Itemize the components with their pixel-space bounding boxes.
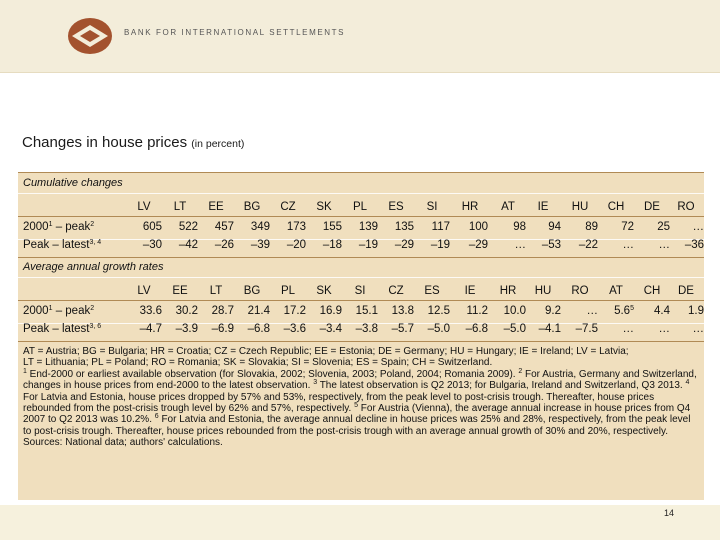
table-cell: –3.9 xyxy=(175,323,198,335)
table-cell: 173 xyxy=(286,221,306,233)
column-header-si: SI xyxy=(354,285,366,297)
column-header-hr: HR xyxy=(461,201,479,213)
table-cell: –3.6 xyxy=(283,323,306,335)
table-cell: 28.7 xyxy=(211,305,234,317)
sources-line: Sources: National data; authors' calculations. xyxy=(23,437,223,449)
table-cell: –42 xyxy=(178,239,198,251)
column-header-hu: HU xyxy=(534,285,552,297)
column-header-sk: SK xyxy=(316,201,332,213)
title-subtitle: (in percent) xyxy=(191,138,245,150)
table-cell: –6.8 xyxy=(247,323,270,335)
section-label-growth: Average annual growth rates xyxy=(23,261,164,273)
column-header-lt: LT xyxy=(173,201,187,213)
table-cell: 21.4 xyxy=(247,305,270,317)
column-header-ie: IE xyxy=(537,201,549,213)
table-cell: 13.8 xyxy=(391,305,414,317)
table-cell: –4.1 xyxy=(538,323,561,335)
table-cell: … xyxy=(514,239,526,251)
table-top-rule xyxy=(18,172,704,173)
header-bar xyxy=(0,0,720,72)
table-cell: –3.8 xyxy=(355,323,378,335)
table-cell: 98 xyxy=(513,221,526,233)
footnote-mark: 2 xyxy=(518,367,523,375)
table-cell: –5.7 xyxy=(391,323,414,335)
column-header-es: ES xyxy=(424,285,440,297)
row-divider xyxy=(18,193,704,194)
table-cell: 4.4 xyxy=(654,305,670,317)
table-cell: 9.2 xyxy=(545,305,561,317)
table1-bottom-rule xyxy=(18,257,704,258)
table-cell: 12.5 xyxy=(427,305,450,317)
table-cell: 16.9 xyxy=(319,305,342,317)
table-cell: –3.4 xyxy=(319,323,342,335)
table-cell: $5.6^5$ xyxy=(614,305,634,317)
table-cell: 1.9 xyxy=(688,305,704,317)
table-cell: –18 xyxy=(322,239,342,251)
footnote-2: For Austria, Germany and Switzerland, changes in house prices from end-2000 to the latest observation. xyxy=(23,368,697,392)
table-cell: … xyxy=(692,323,704,335)
table-cell: 155 xyxy=(322,221,342,233)
table-cell: –29 xyxy=(468,239,488,251)
section-label-cumulative: Cumulative changes xyxy=(23,177,123,189)
table-cell: 94 xyxy=(548,221,561,233)
column-header-ro: RO xyxy=(677,201,695,213)
table-cell: … xyxy=(658,323,670,335)
table-cell: … xyxy=(622,323,634,335)
data-table-panel xyxy=(18,172,704,500)
footnote-1: End-2000 or earliest available observation (for Slovakia, 2002; Slovenia, 2003; Poland, 2004; Romania 2009). xyxy=(26,368,519,380)
table-cell: 30.2 xyxy=(175,305,198,317)
title-main: Changes in house prices xyxy=(22,134,188,151)
table-cell: –4.7 xyxy=(139,323,162,335)
table-cell: … xyxy=(658,239,670,251)
table-cell: … xyxy=(622,239,634,251)
footnote-5: For Austria (Vienna), the average annual increase in house prices from Q4 2007 to Q2 2013 was 10.2%. xyxy=(23,403,691,426)
table-cell: –30 xyxy=(142,239,162,251)
table-cell: 457 xyxy=(214,221,234,233)
table-cell: –6.9 xyxy=(211,323,234,335)
table-cell: 117 xyxy=(431,221,450,233)
bis-logo xyxy=(66,16,114,56)
row-label: 2000$^1$ – peak$^2$ xyxy=(23,221,95,233)
column-header-ie: IE xyxy=(464,285,476,297)
column-header-pl: PL xyxy=(352,201,368,213)
table-cell: 522 xyxy=(178,221,198,233)
row-label: 2000$^1$ – peak$^2$ xyxy=(23,305,95,317)
table-cell: –5.0 xyxy=(427,323,450,335)
column-header-lt: LT xyxy=(209,285,223,297)
table2-header-rule xyxy=(18,300,704,301)
column-header-cz: CZ xyxy=(280,201,296,213)
column-header-lv: LV xyxy=(137,201,151,213)
table-cell: –20 xyxy=(286,239,306,251)
organization-name: BANK FOR INTERNATIONAL SETTLEMENTS xyxy=(124,28,346,37)
table-cell: –36 xyxy=(684,239,704,251)
column-header-bg: BG xyxy=(243,285,261,297)
column-header-es: ES xyxy=(388,201,404,213)
table-cell: 15.1 xyxy=(355,305,378,317)
table-notes xyxy=(23,346,701,449)
table-cell: 33.6 xyxy=(139,305,162,317)
footnote-mark: 4 xyxy=(685,379,690,387)
column-header-pl: PL xyxy=(280,285,296,297)
footnote-6: For Latvia and Estonia, the average annual decline in house prices was 25% and 28%, respectively, from the peak level to post-crisis trough. Thereafter, house prices rebounded from the post-crisis trough with an average annual growth of 30% and 20%, respectively. xyxy=(23,414,691,437)
footnote-mark: 6 xyxy=(154,413,159,421)
table-cell: –29 xyxy=(394,239,414,251)
footnote-3: The latest observation is Q2 2013; for Bulgaria, Ireland and Switzerland, Q3 2013. xyxy=(317,380,686,392)
column-header-de: DE xyxy=(644,201,660,213)
column-header-hr: HR xyxy=(499,285,517,297)
page-title xyxy=(22,134,244,151)
column-header-ee: EE xyxy=(172,285,188,297)
page-number: 14 xyxy=(664,508,675,518)
table-cell: –6.8 xyxy=(465,323,488,335)
column-header-at: AT xyxy=(609,285,623,297)
table1-header-rule xyxy=(18,216,704,217)
table-cell: 100 xyxy=(468,221,488,233)
footnotes xyxy=(23,369,701,437)
column-header-ch: CH xyxy=(643,285,661,297)
table-cell: 17.2 xyxy=(283,305,306,317)
footnote-4: For Latvia and Estonia, house prices dropped by 57% and 53%, respectively, from the peak level to post-crisis trough. Thereafter, house prices rebounded from the post-crisis trough level by 62% and 57%, respectively. xyxy=(23,391,655,415)
column-header-ch: CH xyxy=(607,201,625,213)
column-header-de: DE xyxy=(678,285,694,297)
table-cell: –53 xyxy=(541,239,561,251)
footnote-mark: 5 xyxy=(354,402,359,410)
table-cell: 135 xyxy=(394,221,414,233)
abbrev-line-1: AT = Austria; BG = Bulgaria; HR = Croatia; CZ = Czech Republic; EE = Estonia; DE = Germany; HU = Hungary; IE = Ireland; LV = Latvia; xyxy=(23,346,629,357)
column-header-hu: HU xyxy=(571,201,589,213)
column-header-at: AT xyxy=(501,201,515,213)
table-cell: –19 xyxy=(430,239,450,251)
table-cell: –19 xyxy=(358,239,378,251)
table-cell: 11.2 xyxy=(466,305,488,317)
table-cell: –7.5 xyxy=(575,323,598,335)
footnote-mark: 3 xyxy=(313,379,318,387)
column-header-sk: SK xyxy=(316,285,332,297)
table-cell: –26 xyxy=(214,239,234,251)
column-header-lv: LV xyxy=(137,285,151,297)
table-cell: –22 xyxy=(578,239,598,251)
abbrev-line-2: LT = Lithuania; PL = Poland; RO = Romania; SK = Slovakia; SI = Slovenia; ES = Spain; CH = Switzerland. xyxy=(23,357,493,369)
column-header-bg: BG xyxy=(243,201,261,213)
footnote-mark: 1 xyxy=(23,367,27,375)
table-cell: 139 xyxy=(358,221,378,233)
table-cell: 605 xyxy=(142,221,162,233)
column-header-si: SI xyxy=(426,201,438,213)
table2-bottom-rule xyxy=(18,341,704,342)
row-divider xyxy=(18,277,704,278)
table-cell: 25 xyxy=(657,221,670,233)
table-cell: … xyxy=(692,221,704,233)
row-label: Peak – latest$^{3, 6}$ xyxy=(23,323,102,335)
row-label: Peak – latest$^{3, 4}$ xyxy=(23,239,102,251)
table-cell: 10.0 xyxy=(503,305,526,317)
column-header-cz: CZ xyxy=(388,285,404,297)
table-cell: … xyxy=(586,305,598,317)
table-cell: –5.0 xyxy=(503,323,526,335)
column-header-ee: EE xyxy=(208,201,224,213)
table-cell: –39 xyxy=(250,239,270,251)
table-cell: 72 xyxy=(621,221,634,233)
table-cell: 89 xyxy=(585,221,598,233)
column-header-ro: RO xyxy=(571,285,589,297)
table-cell: 349 xyxy=(250,221,270,233)
